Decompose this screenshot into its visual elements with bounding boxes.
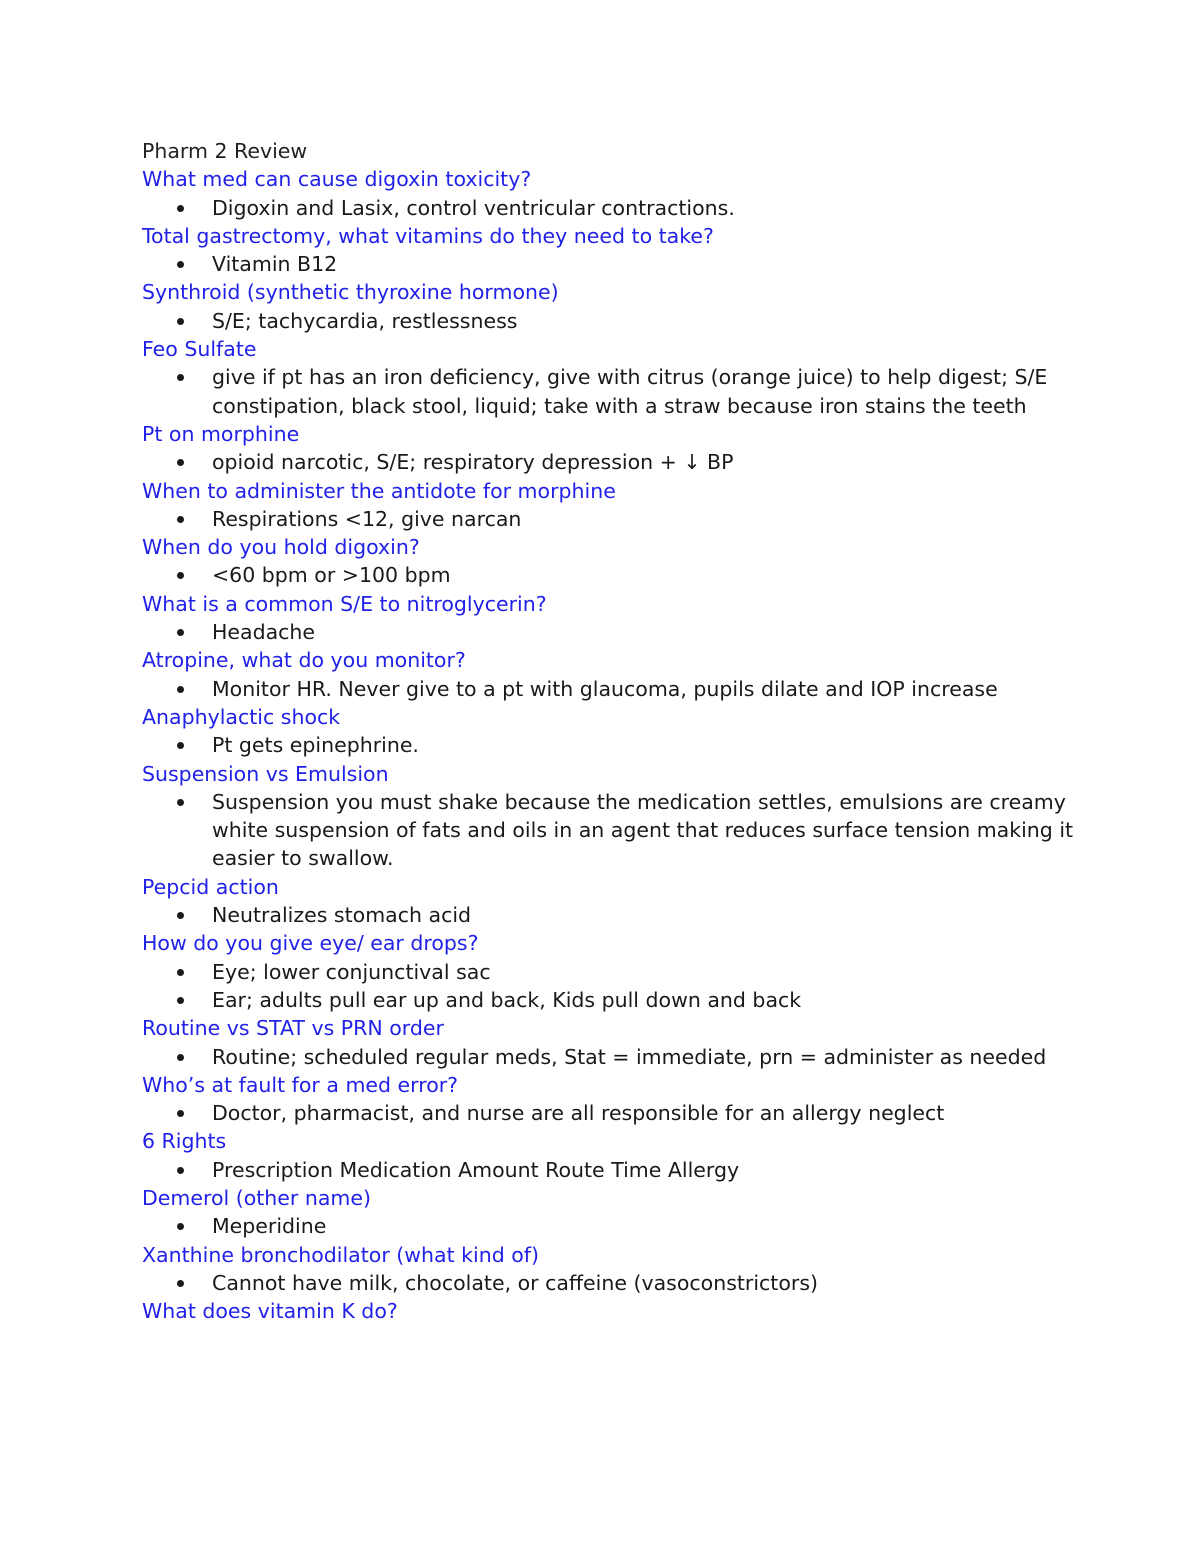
answer-item [142,1156,1082,1184]
qa-item [142,477,1082,534]
answer-list [142,1269,1082,1297]
qa-item [142,1071,1082,1128]
question-heading: Pt on morphine [142,421,300,446]
question-heading: 6 Rights [142,1129,227,1154]
answer-item [142,561,1082,589]
bullet-icon [177,205,184,212]
question-heading: Atropine, what do you monitor? [142,648,466,673]
answer-text: Suspension you must shake because the medication settles, emulsions are creamy white suspension of fats and oils in an agent that reduces surface tension making it easier to swallow. [212,789,1074,871]
bullet-icon [177,374,184,381]
answer-list [142,1099,1082,1127]
answer-text: Monitor HR. Never give to a pt with glaucoma, pupils dilate and IOP increase [212,676,998,701]
qa-item [142,420,1082,477]
document-page [142,137,1082,1325]
answer-list [142,448,1082,476]
question-heading: Suspension vs Emulsion [142,761,389,786]
answer-item [142,986,1082,1014]
answer-item [142,1043,1082,1071]
answer-item [142,194,1082,222]
qa-item [142,703,1082,760]
answer-list [142,505,1082,533]
question-heading: Feo Sulfate [142,337,257,362]
answer-list [142,1156,1082,1184]
bullet-icon [177,1054,184,1061]
question-heading: When to administer the antidote for morphine [142,478,616,503]
answer-text: Prescription Medication Amount Route Time Allergy [212,1157,740,1182]
bullet-icon [177,686,184,693]
answer-list [142,194,1082,222]
question-heading: Anaphylactic shock [142,704,341,729]
answer-text: S/E; tachycardia, restlessness [212,308,518,333]
bullet-icon [177,629,184,636]
qa-item [142,760,1082,873]
qa-item [142,873,1082,930]
bullet-icon [177,1167,184,1174]
qa-item [142,1241,1082,1298]
answer-text: <60 bpm or >100 bpm [212,563,451,588]
bullet-icon [177,742,184,749]
bullet-icon [177,1280,184,1287]
bullet-icon [177,318,184,325]
answer-list [142,618,1082,646]
answer-text: Eye; lower conjunctival sac [212,959,491,984]
answer-text: Vitamin B12 [212,252,338,277]
answer-list [142,250,1082,278]
answer-list [142,561,1082,589]
answer-item [142,250,1082,278]
question-heading: Synthroid (synthetic thyroxine hormone) [142,280,559,305]
answer-item [142,618,1082,646]
question-heading: What does vitamin K do? [142,1299,398,1324]
answer-text: Doctor, pharmacist, and nurse are all responsible for an allergy neglect [212,1101,945,1126]
answer-list [142,788,1082,873]
qa-item [142,929,1082,1014]
bullet-icon [177,572,184,579]
answer-list [142,675,1082,703]
bullet-icon [177,799,184,806]
bullet-icon [177,459,184,466]
answer-text: Neutralizes stomach acid [212,903,472,928]
answer-item [142,505,1082,533]
answer-text: opioid narcotic, S/E; respiratory depression + ↓ BP [212,450,734,475]
answer-text: Cannot have milk, chocolate, or caffeine (vasoconstrictors) [212,1270,818,1295]
answer-item [142,1212,1082,1240]
question-heading: Demerol (other name) [142,1185,371,1210]
answer-text: Digoxin and Lasix, control ventricular contractions. [212,195,735,220]
answer-item [142,448,1082,476]
answer-text: Ear; adults pull ear up and back, Kids pull down and back [212,987,802,1012]
answer-item [142,675,1082,703]
answer-list [142,307,1082,335]
bullet-icon [177,969,184,976]
bullet-icon [177,1223,184,1230]
qa-item [142,222,1082,279]
bullet-icon [177,912,184,919]
qa-item [142,1184,1082,1241]
answer-item [142,788,1082,873]
answer-list [142,901,1082,929]
bullet-icon [177,261,184,268]
question-heading: What is a common S/E to nitroglycerin? [142,591,547,616]
bullet-icon [177,1110,184,1117]
answer-item [142,307,1082,335]
answer-text: Respirations <12, give narcan [212,506,522,531]
answer-item [142,958,1082,986]
qa-item [142,278,1082,335]
answer-text: Headache [212,620,316,645]
question-heading: Xanthine bronchodilator (what kind of) [142,1242,539,1267]
qa-item [142,165,1082,222]
qa-item [142,590,1082,647]
answer-text: give if pt has an iron deficiency, give with citrus (orange juice) to help digest; S/E constipation, black stool, liquid; take with a straw because iron stains the teeth [212,365,1048,418]
qa-item [142,533,1082,590]
question-heading: When do you hold digoxin? [142,535,420,560]
qa-item [142,335,1082,420]
answer-list [142,1043,1082,1071]
qa-item [142,1127,1082,1184]
question-heading: Who’s at fault for a med error? [142,1072,459,1097]
qa-item [142,646,1082,703]
bullet-icon [177,516,184,523]
answer-list [142,363,1082,420]
answer-text: Meperidine [212,1214,327,1239]
answer-item [142,363,1082,420]
qa-item [142,1297,1082,1325]
answer-item [142,901,1082,929]
bullet-icon [177,997,184,1004]
answer-text: Routine; scheduled regular meds, Stat = immediate, prn = administer as needed [212,1044,1047,1069]
document-title: Pharm 2 Review [142,139,308,163]
answer-item [142,1269,1082,1297]
question-heading: Total gastrectomy, what vitamins do they need to take? [142,223,714,248]
question-heading: Routine vs STAT vs PRN order [142,1016,444,1041]
answer-item [142,731,1082,759]
question-heading: Pepcid action [142,874,279,899]
question-heading: How do you give eye/ ear drops? [142,931,479,956]
question-heading: What med can cause digoxin toxicity? [142,167,532,192]
answer-list [142,958,1082,1015]
answer-text: Pt gets epinephrine. [212,733,419,758]
answer-item [142,1099,1082,1127]
qa-item [142,1014,1082,1071]
qa-list [142,165,1082,1325]
answer-list [142,1212,1082,1240]
answer-list [142,731,1082,759]
